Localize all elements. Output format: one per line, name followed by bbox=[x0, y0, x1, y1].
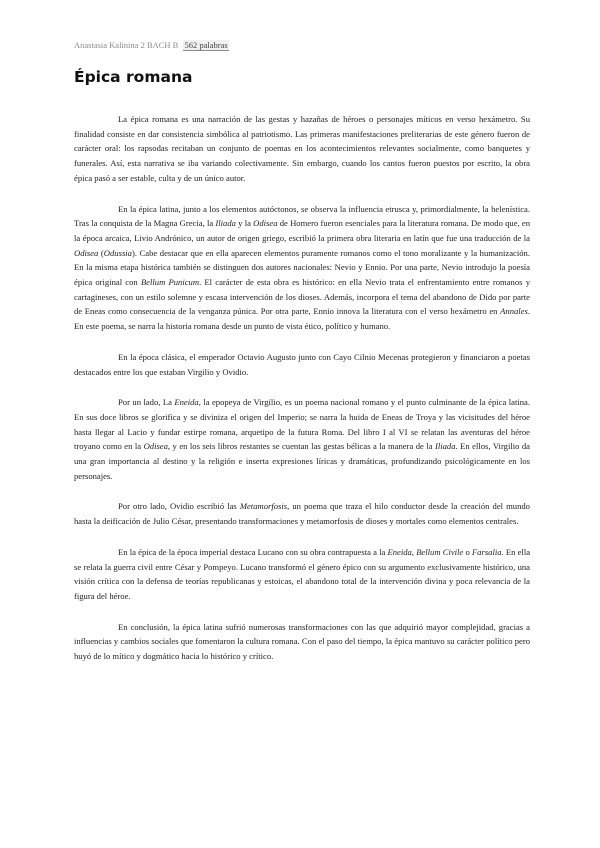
paragraph-ovid bbox=[74, 499, 530, 528]
paragraph-text: La épica romana es una narración de las gestas y hazañas de héroes o personajes míticos en verso hexámetro. Su finalidad consiste en dar consistencia simbólica al patriotismo. Las primeras manifestaciones preliterarias de este género fueron de carácter oral: los rapsodas recitaban un conjunto de poemas en los acontecimientos relevantes socialmente, como banquetes y funerales. Así, esta narrativa se iba variando colectivamente. Sin embargo, cuando los cantos fueron puestos por escrito, la obra épica pasó a ser estable, culta y de un único autor. bbox=[74, 114, 530, 183]
paragraph-text: . En ella se relata la guerra civil entre César y Pompeyo. Lucano transformó el género épico con su argumento exclusivamente histórico, una visión crítica con la defensa de teorías republicanas y estoicas, el abandono total de la intervención divina y poca relevancia de la figura del héroe. bbox=[74, 546, 531, 601]
italic-title-text: Bellum Civile bbox=[416, 546, 464, 557]
document-header bbox=[74, 40, 229, 50]
paragraph-virgil bbox=[74, 395, 530, 483]
italic-title-text: Farsalia bbox=[471, 546, 502, 557]
italic-title-text: Bellum Punicum bbox=[140, 277, 200, 288]
paragraph-text: Por un lado, La bbox=[118, 397, 175, 408]
paragraph-text: En la épica de la época imperial destaca Lucano con su obra contrapuesta a la bbox=[118, 546, 388, 557]
paragraph-text: Por otro lado, Ovidio escribió las bbox=[118, 501, 240, 512]
paragraph-text: En la época clásica, el emperador Octavio Augusto junto con Cayo Cilnio Mecenas protegieron y financiaron a poetas destacados entre los que estaban Virgilio y Ovidio. bbox=[74, 351, 530, 377]
paragraph-conclusion bbox=[74, 620, 530, 664]
paragraph-text: , un poema que traza el hilo conductor desde la creación del mundo hasta la deificación de Julio César, presentando transformaciones y metamorfosis de dioses y mortales como elementos centrales. bbox=[74, 501, 530, 527]
italic-title-text: Annales bbox=[500, 306, 528, 317]
paragraph-early-epic bbox=[74, 202, 530, 334]
page-title: Épica romana bbox=[74, 68, 193, 86]
italic-title-text: Metamorfosis bbox=[239, 501, 288, 512]
document-body bbox=[74, 112, 530, 680]
paragraph-text: . En ellos, Virgilio da una gran importancia al destino y la religión e inserta expresiones líricas y dramáticas, profundizando psicológicamente en los personajes. bbox=[74, 441, 530, 481]
italic-title-text: Iliada bbox=[215, 218, 236, 229]
paragraph-lucan bbox=[74, 545, 530, 604]
paragraph-classical-era bbox=[74, 350, 530, 379]
paragraph-text: , bbox=[411, 546, 417, 557]
paragraph-text: , la epopeya de Virgilio, es un poema nacional romano y el punto culminante de la épica latina. En sus doce libros se glorifica y se diviniza el origen del Imperio; se narra la huida de Eneas de Troya y las vicisitudes del héroe hasta llegar al Lacio y fundar estirpe romana, arquetipo de la futura Roma. Del libro I al VI se relatan las aventuras del héroe troyano como en la bbox=[74, 397, 530, 452]
italic-title-text: Iliada bbox=[435, 441, 456, 452]
paragraph-text: . En este poema, se narra la historia romana desde un punto de vista ético, político y humano. bbox=[74, 306, 530, 332]
italic-title-text: Odussia bbox=[103, 247, 132, 258]
paragraph-text: En conclusión, la épica latina sufrió numerosas transformaciones con las que adquirió mayor complejidad, gracias a influencias y cambios sociales que fomentaron la cultura romana. Con el paso del tiempo, la épica mantuvo su carácter político pero huyó de lo mítico y dogmático hacia lo histórico y crítico. bbox=[74, 621, 530, 662]
paragraph-text: o bbox=[463, 546, 472, 557]
paragraph-text: En la épica latina, junto a los elementos autóctonos, se observa la influencia etrusca y, primordialmente, la helenística. Tras la conquista de la Magna Grecia, la bbox=[74, 203, 530, 229]
italic-title-text: Odisea bbox=[253, 218, 278, 229]
paragraph-text: . El carácter de esta obra es histórico: en ella Nevio trata el enfrentamiento entre romanos y cartagineses, con un estilo solemne y escasa intervención de los dioses. Además, incorpora el tema del abandono de Dido por parte de Eneas como consecuencia de la venganza púnica. Por otra parte, Ennio innova la literatura con el verso hexámetro en bbox=[74, 277, 530, 317]
paragraph-text: ( bbox=[98, 247, 104, 258]
paragraph-text: de Homero fueron esenciales para la literatura romana. De modo que, en la época arcaica, Livio Andrónico, un autor de origen griego, escribió la primera obra literaria en latín que fue una traducción de la bbox=[74, 218, 531, 243]
paragraph-text: , y en los seis libros restantes se cuentan las gestas bélicas a la manera de la bbox=[167, 441, 435, 452]
author-line: Anastasia Kalinina 2 BACH B bbox=[74, 40, 179, 50]
paragraph-text: ). Cabe destacar que en ella aparecen elementos puramente romanos como el tono moralizante y la humanización. En la misma etapa histórica también se distinguen dos autores nacionales: Nevio y Ennio. Por una parte, Nevio introdujo la poesía épica original con bbox=[74, 247, 531, 288]
paragraph-intro bbox=[74, 112, 530, 186]
italic-title-text: Odisea bbox=[143, 441, 168, 452]
italic-title-text: Odisea bbox=[74, 247, 99, 258]
italic-title-text: Eneida bbox=[387, 546, 412, 557]
word-count-badge[interactable]: 562 palabras bbox=[184, 40, 228, 50]
paragraph-text: y la bbox=[235, 218, 254, 229]
italic-title-text: Eneida bbox=[174, 397, 199, 408]
